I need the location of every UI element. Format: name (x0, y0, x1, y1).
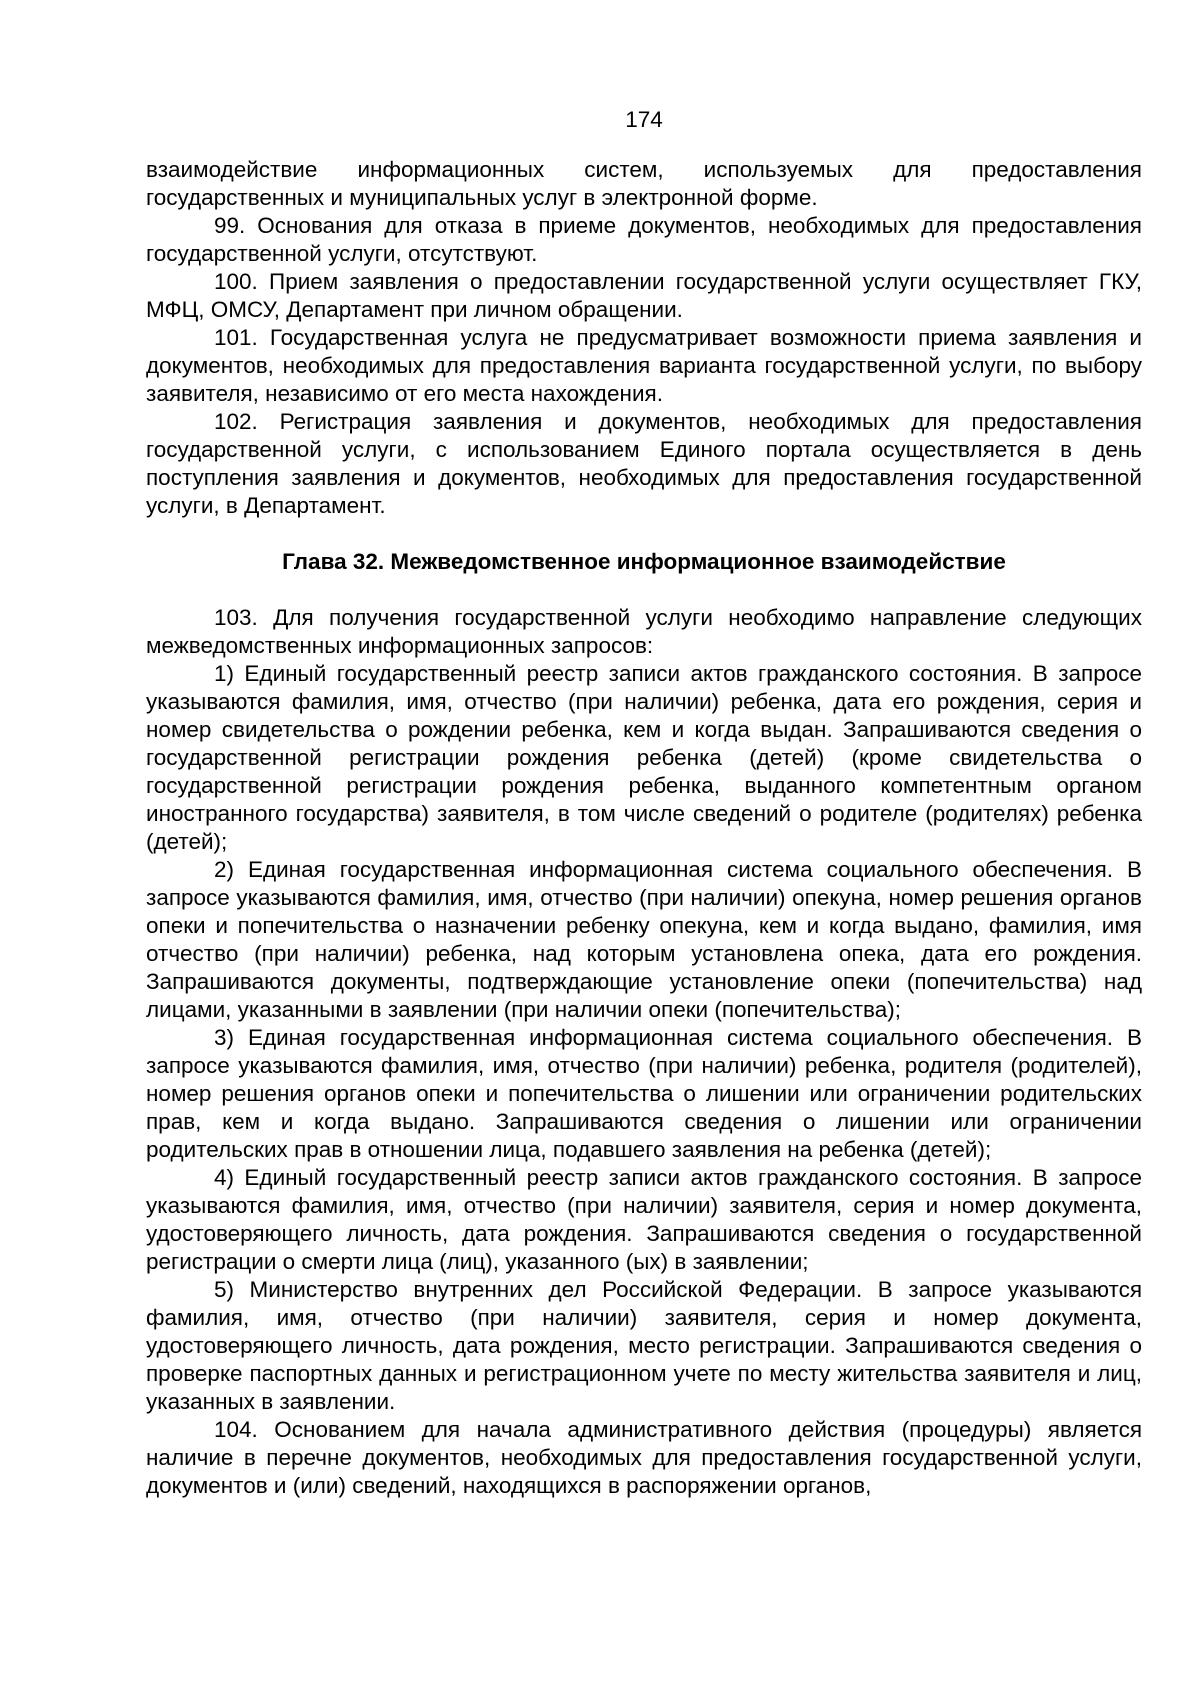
list-item-4: 4) Единый государственный реестр записи актов гражданского состояния. В запросе указываются фамилия, имя, отчество (при наличии) заявителя, серия и номер документа, удостоверяющего личность, дата рождения. Запрашиваются сведения о государственной регистрации о смерти лица (лиц), указанного (ых) в заявлении; (146, 1165, 1142, 1274)
paragraph-104: 104. Основанием для начала административного действия (процедуры) является наличие в перечне документов, необходимых для предоставления государственной услуги, документов и (или) сведений, находящихся в распоряжении органов, (146, 1417, 1142, 1498)
document-page (146, 106, 1142, 1500)
paragraph-102: 102. Регистрация заявления и документов, необходимых для предоставления государственной услуги, с использованием Единого портала осуществляется в день поступления заявления и документов, необходимых для предоставления государственной услуги, в Департамент. (146, 409, 1142, 518)
list-item-2: 2) Единая государственная информационная система социального обеспечения. В запросе указываются фамилия, имя, отчество (при наличии) опекуна, номер решения органов опеки и попечительства о назначении ребенку опекуна, кем и когда выдано, фамилия, имя отчество (при наличии) ребенка, над которым установлена опека, дата его рождения. Запрашиваются документы, подтверждающие установление опеки (попечительства) над лицами, указанными в заявлении (при наличии опеки (попечительства); (146, 857, 1142, 1022)
paragraph-103: 103. Для получения государственной услуги необходимо направление следующих межведомственных информационных запросов: (146, 605, 1142, 658)
paragraph-continuation: взаимодействие информационных систем, используемых для предоставления государственных и муниципальных услуг в электронной форме. (146, 157, 1142, 210)
list-item-3: 3) Единая государственная информационная система социального обеспечения. В запросе указываются фамилия, имя, отчество (при наличии) ребенка, родителя (родителей), номер решения органов опеки и попечительства о лишении или ограничении родительских прав, кем и когда выдано. Запрашиваются сведения о лишении или ограничении родительских прав в отношении лица, подавшего заявления на ребенка (детей); (146, 1025, 1142, 1162)
list-item-5: 5) Министерство внутренних дел Российской Федерации. В запросе указываются фамилия, имя, отчество (при наличии) заявителя, серия и номер документа, удостоверяющего личность, дата рождения, место регистрации. Запрашиваются сведения о проверке паспортных данных и регистрационном учете по месту жительства заявителя и лиц, указанных в заявлении. (146, 1277, 1142, 1414)
page-number: 174 (625, 107, 663, 132)
list-item-1: 1) Единый государственный реестр записи актов гражданского состояния. В запросе указываются фамилия, имя, отчество (при наличии) ребенка, дата его рождения, серия и номер свидетельства о рождении ребенка, кем и когда выдан. Запрашиваются сведения о государственной регистрации рождения ребенка (детей) (кроме свидетельства о государственной регистрации рождения ребенка, выданного компетентным органом иностранного государства) заявителя, в том числе сведений о родителе (родителях) ребенка (детей); (146, 661, 1142, 854)
paragraph-100: 100. Прием заявления о предоставлении государственной услуги осуществляет ГКУ, МФЦ, ОМСУ, Департамент при личном обращении. (146, 269, 1142, 322)
chapter-heading: Глава 32. Межведомственное информационное взаимодействие (282, 549, 1006, 574)
paragraph-99: 99. Основания для отказа в приеме документов, необходимых для предоставления государственной услуги, отсутствуют. (146, 213, 1142, 266)
paragraph-101: 101. Государственная услуга не предусматривает возможности приема заявления и документов, необходимых для предоставления варианта государственной услуги, по выбору заявителя, независимо от его места нахождения. (146, 325, 1142, 406)
